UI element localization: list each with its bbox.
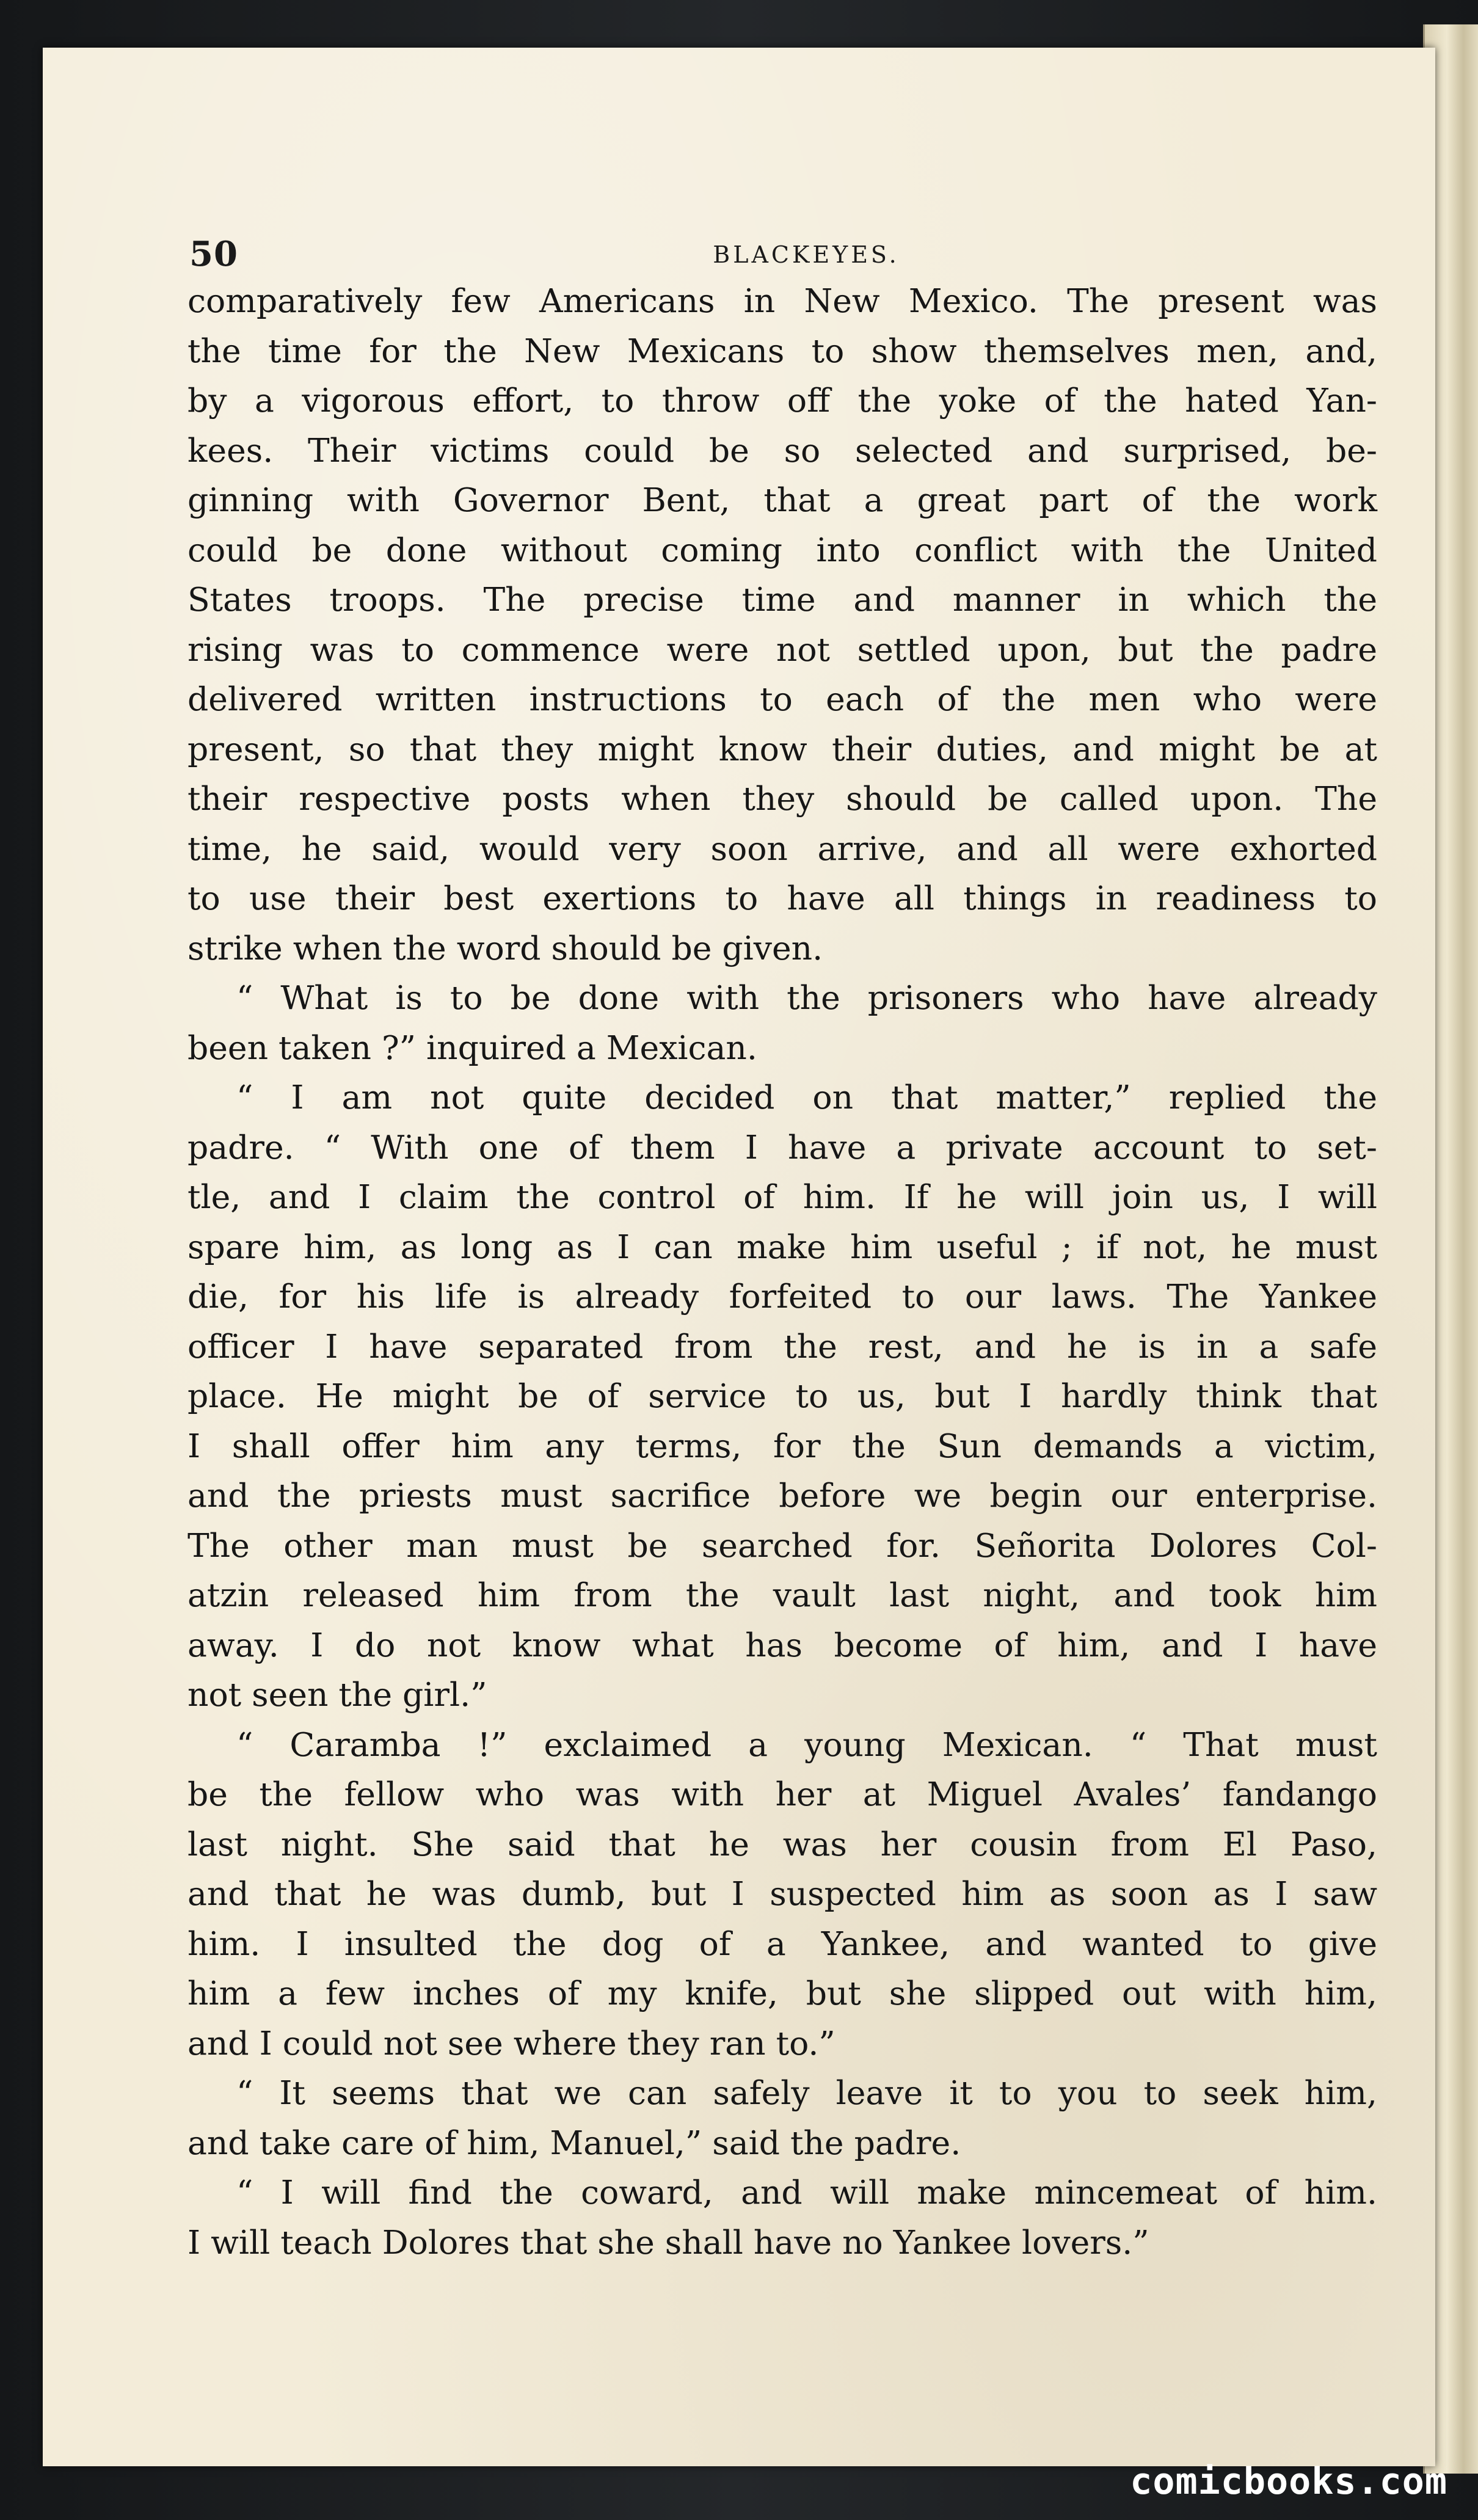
text-line: been taken ?” inquired a Mexican.	[187, 1028, 757, 1067]
text-line: last night. She said that he was her cousin from El Paso,	[187, 1824, 1377, 1863]
text-line: “ I will find the coward, and will make mincemeat of him.	[236, 2173, 1377, 2212]
page-header	[189, 234, 1423, 283]
text-line: time, he said, would very soon arrive, and all were exhorted	[187, 829, 1377, 868]
watermark-text: comicbooks.com	[1130, 2460, 1447, 2503]
text-line: him a few inches of my knife, but she slipped out with him,	[187, 1974, 1377, 2012]
text-line: kees. Their victims could be so selected and surprised, be-	[187, 431, 1377, 470]
text-line: present, so that they might know their duties, and might be at	[187, 729, 1377, 768]
text-line: States troops. The precise time and manner in which the	[187, 580, 1377, 619]
text-line: not seen the girl.”	[187, 1675, 487, 1714]
text-line: be the fellow who was with her at Miguel Avales’ fandango	[187, 1775, 1377, 1813]
text-line: ginning with Governor Bent, that a great part of the work	[187, 481, 1377, 519]
page-number: 50	[189, 234, 238, 274]
text-line: tle, and I claim the control of him. If he will join us, I will	[187, 1178, 1377, 1216]
text-line: place. He might be of service to us, but I hardly think that	[187, 1377, 1377, 1415]
text-line: delivered written instructions to each of the men who were	[187, 680, 1377, 718]
text-line: to use their best exertions to have all things in readiness to	[187, 879, 1377, 917]
text-line: and that he was dumb, but I suspected him as soon as I saw	[187, 1874, 1377, 1913]
text-line: could be done without coming into conflict with the United	[187, 530, 1377, 569]
text-line: by a vigorous effort, to throw off the yoke of the hated Yan-	[187, 381, 1377, 420]
text-line: and the priests must sacrifice before we begin our enterprise.	[187, 1476, 1377, 1515]
text-line: “ I am not quite decided on that matter,” replied the	[236, 1078, 1377, 1116]
text-line: I shall offer him any terms, for the Sun demands a victim,	[187, 1426, 1377, 1465]
text-line: The other man must be searched for. Señorita Dolores Col-	[187, 1526, 1377, 1565]
text-line: padre. “ With one of them I have a private account to set-	[187, 1127, 1377, 1167]
text-line: officer I have separated from the rest, and he is in a safe	[187, 1327, 1377, 1366]
text-line: spare him, as long as I can make him useful ; if not, he must	[187, 1227, 1377, 1266]
text-line: away. I do not know what has become of him, and I have	[187, 1625, 1377, 1664]
text-line: and take care of him, Manuel,” said the padre.	[187, 2123, 961, 2162]
text-line: die, for his life is already forfeited to our laws. The Yankee	[187, 1277, 1377, 1316]
text-line: “ What is to be done with the prisoners who have already	[236, 978, 1377, 1017]
text-line: the time for the New Mexicans to show themselves men, and,	[187, 331, 1377, 370]
text-line: atzin released him from the vault last night, and took him	[187, 1576, 1377, 1614]
text-line: “ Caramba !” exclaimed a young Mexican. “ That must	[236, 1725, 1377, 1764]
text-line: comparatively few Americans in New Mexico. The present was	[187, 282, 1377, 320]
body-text	[187, 276, 1377, 2267]
text-line: him. I insulted the dog of a Yankee, and wanted to give	[187, 1924, 1377, 1963]
text-line: their respective posts when they should be called upon. The	[187, 779, 1377, 818]
text-line: strike when the word should be given.	[187, 928, 823, 967]
text-line: and I could not see where they ran to.”	[187, 2023, 835, 2063]
text-line: “ It seems that we can safely leave it to you to seek him,	[236, 2074, 1377, 2112]
text-line: I will teach Dolores that she shall have no Yankee lovers.”	[187, 2223, 1149, 2262]
running-head: BLACKEYES.	[713, 241, 900, 268]
text-line: rising was to commence were not settled upon, but the padre	[187, 630, 1377, 669]
